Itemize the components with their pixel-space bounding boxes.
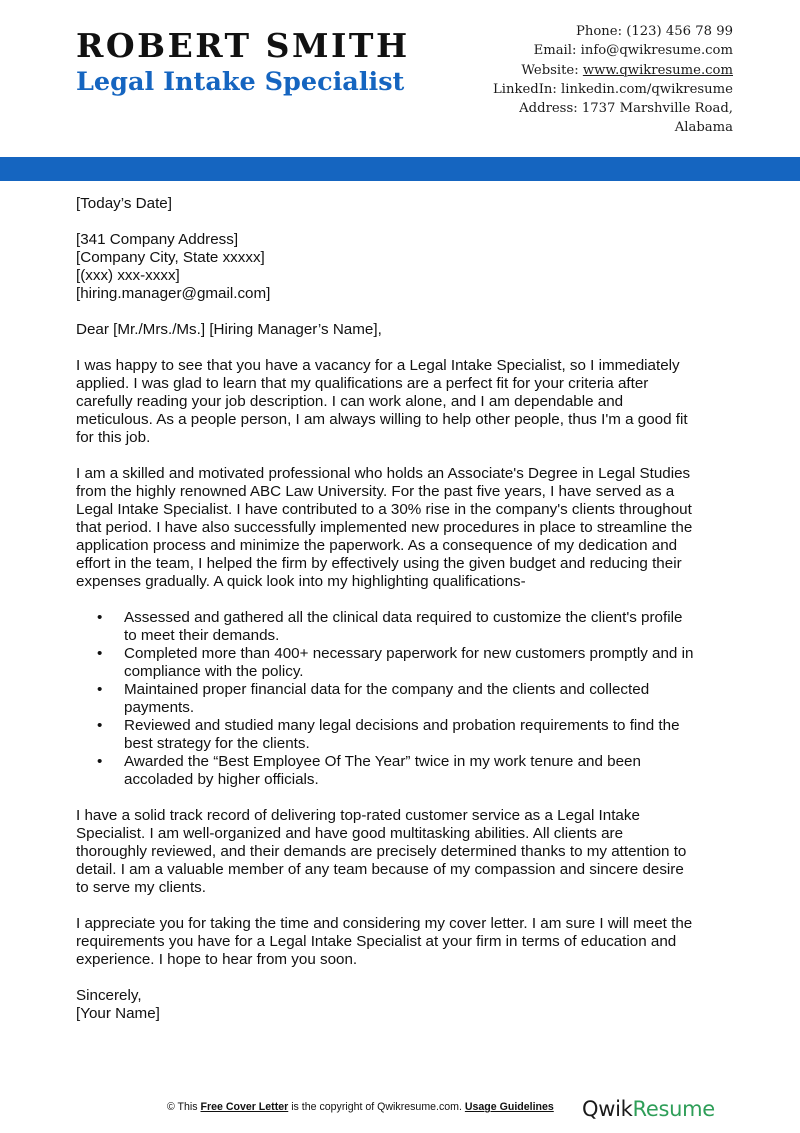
text-line: detail. I am a valuable member of any team because of my compassion and sincere desire	[76, 861, 684, 878]
sign-off	[76, 987, 736, 1023]
text-line: payments.	[124, 699, 195, 716]
text-line: that period. I have also successfully implemented new procedures in place to streamline the	[76, 519, 693, 536]
list-item	[97, 753, 736, 789]
bullet-icon: •	[97, 645, 103, 662]
paragraph-closing	[76, 915, 736, 969]
text-line: I have a solid track record of delivering top-rated customer service as a Legal Intake	[76, 807, 640, 824]
letter-body	[76, 195, 736, 1023]
text-line: thoroughly reviewed, and their demands are precisely determined thanks to my attention to	[76, 843, 687, 860]
paragraph-intro	[76, 357, 736, 447]
list-item	[97, 681, 736, 717]
text-line: application process and minimize the paperwork. As a consequence of my dedication and	[76, 537, 678, 554]
contact-linkedin: LinkedIn: linkedin.com/qwikresume	[492, 81, 733, 97]
text-line: effort in the team, I helped the firm by effectively using the given budget and reducing their	[76, 555, 682, 572]
logo-text-resume: Resume	[632, 1097, 715, 1121]
copyright-prefix: © This	[167, 1101, 201, 1113]
qualifications-list	[76, 609, 736, 789]
website-label: Website:	[521, 62, 583, 78]
applicant-name: ROBERT SMITH	[76, 26, 410, 65]
text-line: best strategy for the clients.	[124, 735, 310, 752]
website-link[interactable]: www.qwikresume.com	[582, 62, 733, 78]
text-line: to meet their demands.	[124, 627, 280, 644]
text-line: Maintained proper financial data for the company and the clients and collected	[124, 681, 650, 698]
list-item	[97, 645, 736, 681]
text-line: experience. I hope to hear from you soon.	[76, 951, 358, 968]
recipient-address: [341 Company Address]	[76, 231, 239, 248]
text-line: I was happy to see that you have a vacancy for a Legal Intake Specialist, so I immediately	[76, 357, 680, 374]
contact-block	[433, 22, 733, 138]
bullet-icon: •	[97, 681, 103, 698]
logo-text-qwik: Qwik	[582, 1097, 633, 1121]
qwikresume-logo[interactable]	[582, 1097, 715, 1121]
text-line: from the highly renowned ABC Law University. For the past five years, I have served as a	[76, 483, 675, 500]
text-line: Completed more than 400+ necessary paperwork for new customers promptly and in	[124, 645, 694, 662]
text-line: meticulous. As a people person, I am always willing to help other people, thus I'm a good fit	[76, 411, 688, 428]
free-cover-letter-link[interactable]: Free Cover Letter	[200, 1101, 289, 1113]
text-line: for this job.	[76, 429, 151, 446]
closing-word: Sincerely,	[76, 987, 142, 1004]
recipient-phone: [(xxx) xxx-xxxx]	[76, 267, 180, 284]
text-line: Legal Intake Specialist. I have contributed to a 30% rise in the company's clients throughout	[76, 501, 692, 518]
recipient-city-state: [Company City, State xxxxx]	[76, 249, 265, 266]
contact-address: Address: 1737 Marshville Road,	[519, 101, 733, 117]
text-line: I appreciate you for taking the time and considering my cover letter. I am sure I will meet the	[76, 915, 693, 932]
text-line: Specialist. I am well-organized and have good multitasking abilities. All clients are	[76, 825, 624, 842]
bullet-icon: •	[97, 753, 103, 770]
text-line: Reviewed and studied many legal decisions and probation requirements to find the	[124, 717, 680, 734]
signature-name: [Your Name]	[76, 1005, 160, 1022]
bullet-icon: •	[97, 717, 103, 734]
recipient-email: [hiring.manager@gmail.com]	[76, 285, 271, 302]
paragraph-experience	[76, 465, 736, 591]
contact-website	[433, 61, 733, 80]
contact-phone: Phone: (123) 456 78 99	[575, 24, 733, 39]
copyright-middle: is the copyright of Qwikresume.com.	[288, 1101, 465, 1113]
text-line: requirements you have for a Legal Intake Specialist at your firm in terms of education and	[76, 933, 677, 950]
salutation: Dear [Mr./Mrs./Ms.] [Hiring Manager’s Name],	[76, 321, 382, 338]
text-line: carefully reading your job description. I can work alone, and I am dependable and	[76, 393, 624, 410]
usage-guidelines-link[interactable]: Usage Guidelines	[464, 1101, 554, 1113]
text-line: compliance with the policy.	[124, 663, 304, 680]
contact-email: Email: info@qwikresume.com	[533, 43, 733, 59]
text-line: I am a skilled and motivated professional who holds an Associate's Degree in Legal Studies	[76, 465, 691, 482]
text-line: Assessed and gathered all the clinical data required to customize the client's profile	[124, 609, 683, 626]
text-line: accoladed by higher officials.	[124, 771, 319, 788]
bullet-icon: •	[97, 609, 103, 626]
header-divider-bar	[0, 157, 800, 181]
text-line: to serve my clients.	[76, 879, 206, 896]
text-line: Awarded the “Best Employee Of The Year” twice in my work tenure and been	[124, 753, 641, 770]
list-item	[97, 609, 736, 645]
recipient-block	[76, 231, 736, 303]
text-line: expenses gradually. A quick look into my highlighting qualifications-	[76, 573, 526, 590]
job-title: Legal Intake Specialist	[76, 67, 405, 97]
copyright-note	[167, 1101, 554, 1113]
list-item	[97, 717, 736, 753]
letter-date: [Today’s Date]	[76, 195, 172, 212]
contact-address-line2: Alabama	[674, 120, 733, 136]
paragraph-service	[76, 807, 736, 897]
text-line: applied. I was glad to learn that my qualifications are a perfect fit for your criteria after	[76, 375, 649, 392]
